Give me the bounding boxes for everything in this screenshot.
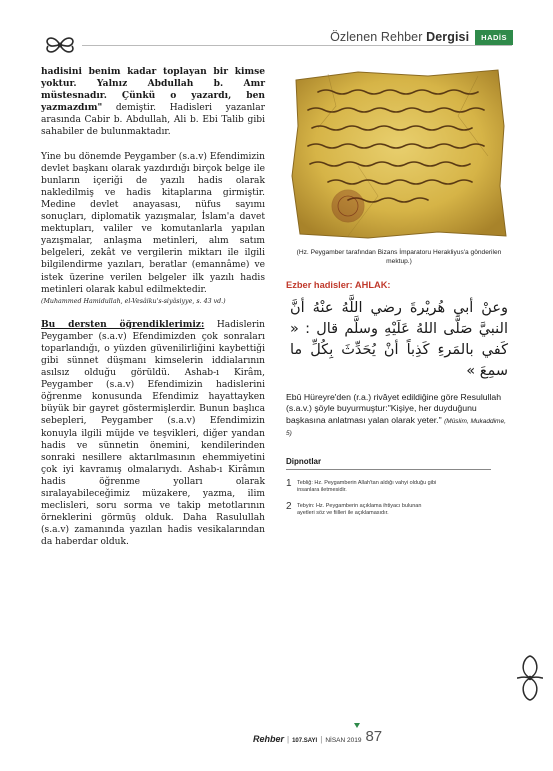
footer-issue: 107.SAYI: [292, 738, 318, 744]
footnotes-title: Dipnotlar: [286, 457, 491, 470]
side-ornament-icon: [517, 652, 543, 704]
hadith-translation: [286, 392, 512, 440]
paragraph-2: Yine bu dönemde Peygamber (s.a.v) Efendimizin devlet başkanı olarak yazdırdığı birçok belge ile bunların içeriği de yazılı hadis olarak nakledilmiş ve hadis kitaplarına girmiştir. Medine devlet anayasası, nüfus sayımı sonuçları, diplomatik yazışmalar, İslam'a davet mektupları, valiler ve komutanlarla yapılan yazışmalar, anlaşma metinleri, alım satım belgeleri, zekât ve vergilerin miktarı ile ilgili bilgilendirme yazıları, beratlar (emannâme) ve istek üzerine verilen belgeler ilk yazılı hadis metinleri olarak kabul edilmektedir.: [41, 151, 265, 295]
magazine-title: [330, 30, 469, 44]
parchment-letter-image: [288, 66, 510, 242]
footnote-item: [286, 478, 512, 495]
left-column: [41, 66, 265, 548]
paragraph-3: [41, 319, 265, 549]
footnote-number: 1: [286, 477, 292, 489]
paragraph-1-text: demiştir. Hadisleri yazanlar arasında Cabir b. Abdullah, Ali b. Ebi Talib gibi sahabiler de bulunmaktadır.: [41, 103, 265, 138]
footnote-text: Tebliğ: Hz. Peygamberin Allah'tan aldığı vahyi olduğu gibi insanlara iletmesidir.: [297, 479, 437, 494]
translation-text: Ebû Hüreyre'den (r.a.) rivâyet edildiğine göre Resulullah (s.a.v.) şöyle buyurmuştur:"Kişiye, her duyduğunu başkasına anlatması yalan olarak yeter.": [286, 392, 502, 425]
paragraph-3-text: Hadislerin Peygamber (s.a.v) Efendimizden çok sonraları toparlandığı, o yüzden güvenilirliğini kaybettiği gibi sünnet düşmanı kimselerin iddialarının asılsız olduğu görüldü. Ashab-ı Kirâm, Peygamber (s.a.v) Efendimizin hadislerini öğrenme konusunda Efendimiz hayattayken büyük bir gayret göstermişlerdir. Bunun başlıca sebepleri, Peygamber (s.a.v) Efendimizin konuyla ilgili müjde ve teşvikleri, diğer yandan hadis ve sünnetin önemini, kendilerinden sonraki nesillere aktarılmasının ehemmiyetini çok iyi kavramış olmalarıydı. Ashab-ı Kirâmın hadis öğrenme yolları olarak sıralayabileceğimiz müzakere, yazma, ilim meclisleri, soru sorma ve takip metotlarının örneklerini görmüş olduk. Daha Rasulullah (s.a.v) zamanında yazılan hadis vesikalarından da haberdar olduk.: [41, 319, 266, 548]
lessons-heading: Bu dersten öğrendiklerimiz:: [41, 318, 205, 330]
section-tag: HADİS: [475, 30, 513, 45]
footnote-item: [286, 501, 512, 518]
paragraph-1-bold: hadisini benim kadar toplayan bir kimse yoktur. Yalnız Abdullah b. Amr müstesnadır. Çünkü o yazardı, ben yazmazdım": [41, 66, 265, 114]
footer-separator: |: [320, 735, 323, 744]
image-caption: (Hz. Peygamber tarafından Bizans İmparatoru Herakliyus'a gönderilen mektup.): [296, 249, 502, 265]
header-divider: [82, 45, 512, 46]
footnote-text: Tebyin: Hz. Peygamberin açıklama ihtiyacı bulunan ayetleri söz ve fiilleri ile açıklamasıdır.: [297, 502, 422, 517]
arabic-hadith: وعنْ أبي هُريْرةَ رضي اللَّهُ عنْهُ أنَّ النبيَّ صَلَّى اللهُ عَلَيْهِ وسلَّم قال : « كَفي بالمَرءِ كَذِباً أنْ يُحَدِّثَ بِكُلِّ ما سمِعَ »: [290, 300, 508, 379]
footer-brand: Rehber: [253, 734, 285, 744]
footnote-number: 2: [286, 500, 292, 512]
magazine-title-bold: Dergisi: [426, 30, 470, 44]
translation-source: (Müslim, Mukaddime, 5): [286, 417, 506, 438]
paragraph-1: [41, 66, 265, 139]
page-number: 87: [365, 728, 383, 745]
letter-image: [288, 66, 510, 242]
right-column: [286, 66, 512, 518]
paragraph-2-source: (Muhammed Hamidullah, el-Vesâiku's-siyâsiyye, s. 43 vd.): [41, 297, 226, 305]
page-header: [330, 28, 513, 46]
footer-date: NİSAN 2019: [325, 737, 362, 744]
page-marker-icon: [354, 723, 360, 728]
page-footer: [253, 724, 382, 744]
ezber-title: Ezber hadisler: AHLAK:: [286, 280, 391, 290]
corner-ornament-icon: [40, 28, 80, 62]
magazine-title-light: Özlenen Rehber: [330, 30, 427, 44]
footer-separator: |: [287, 735, 290, 744]
